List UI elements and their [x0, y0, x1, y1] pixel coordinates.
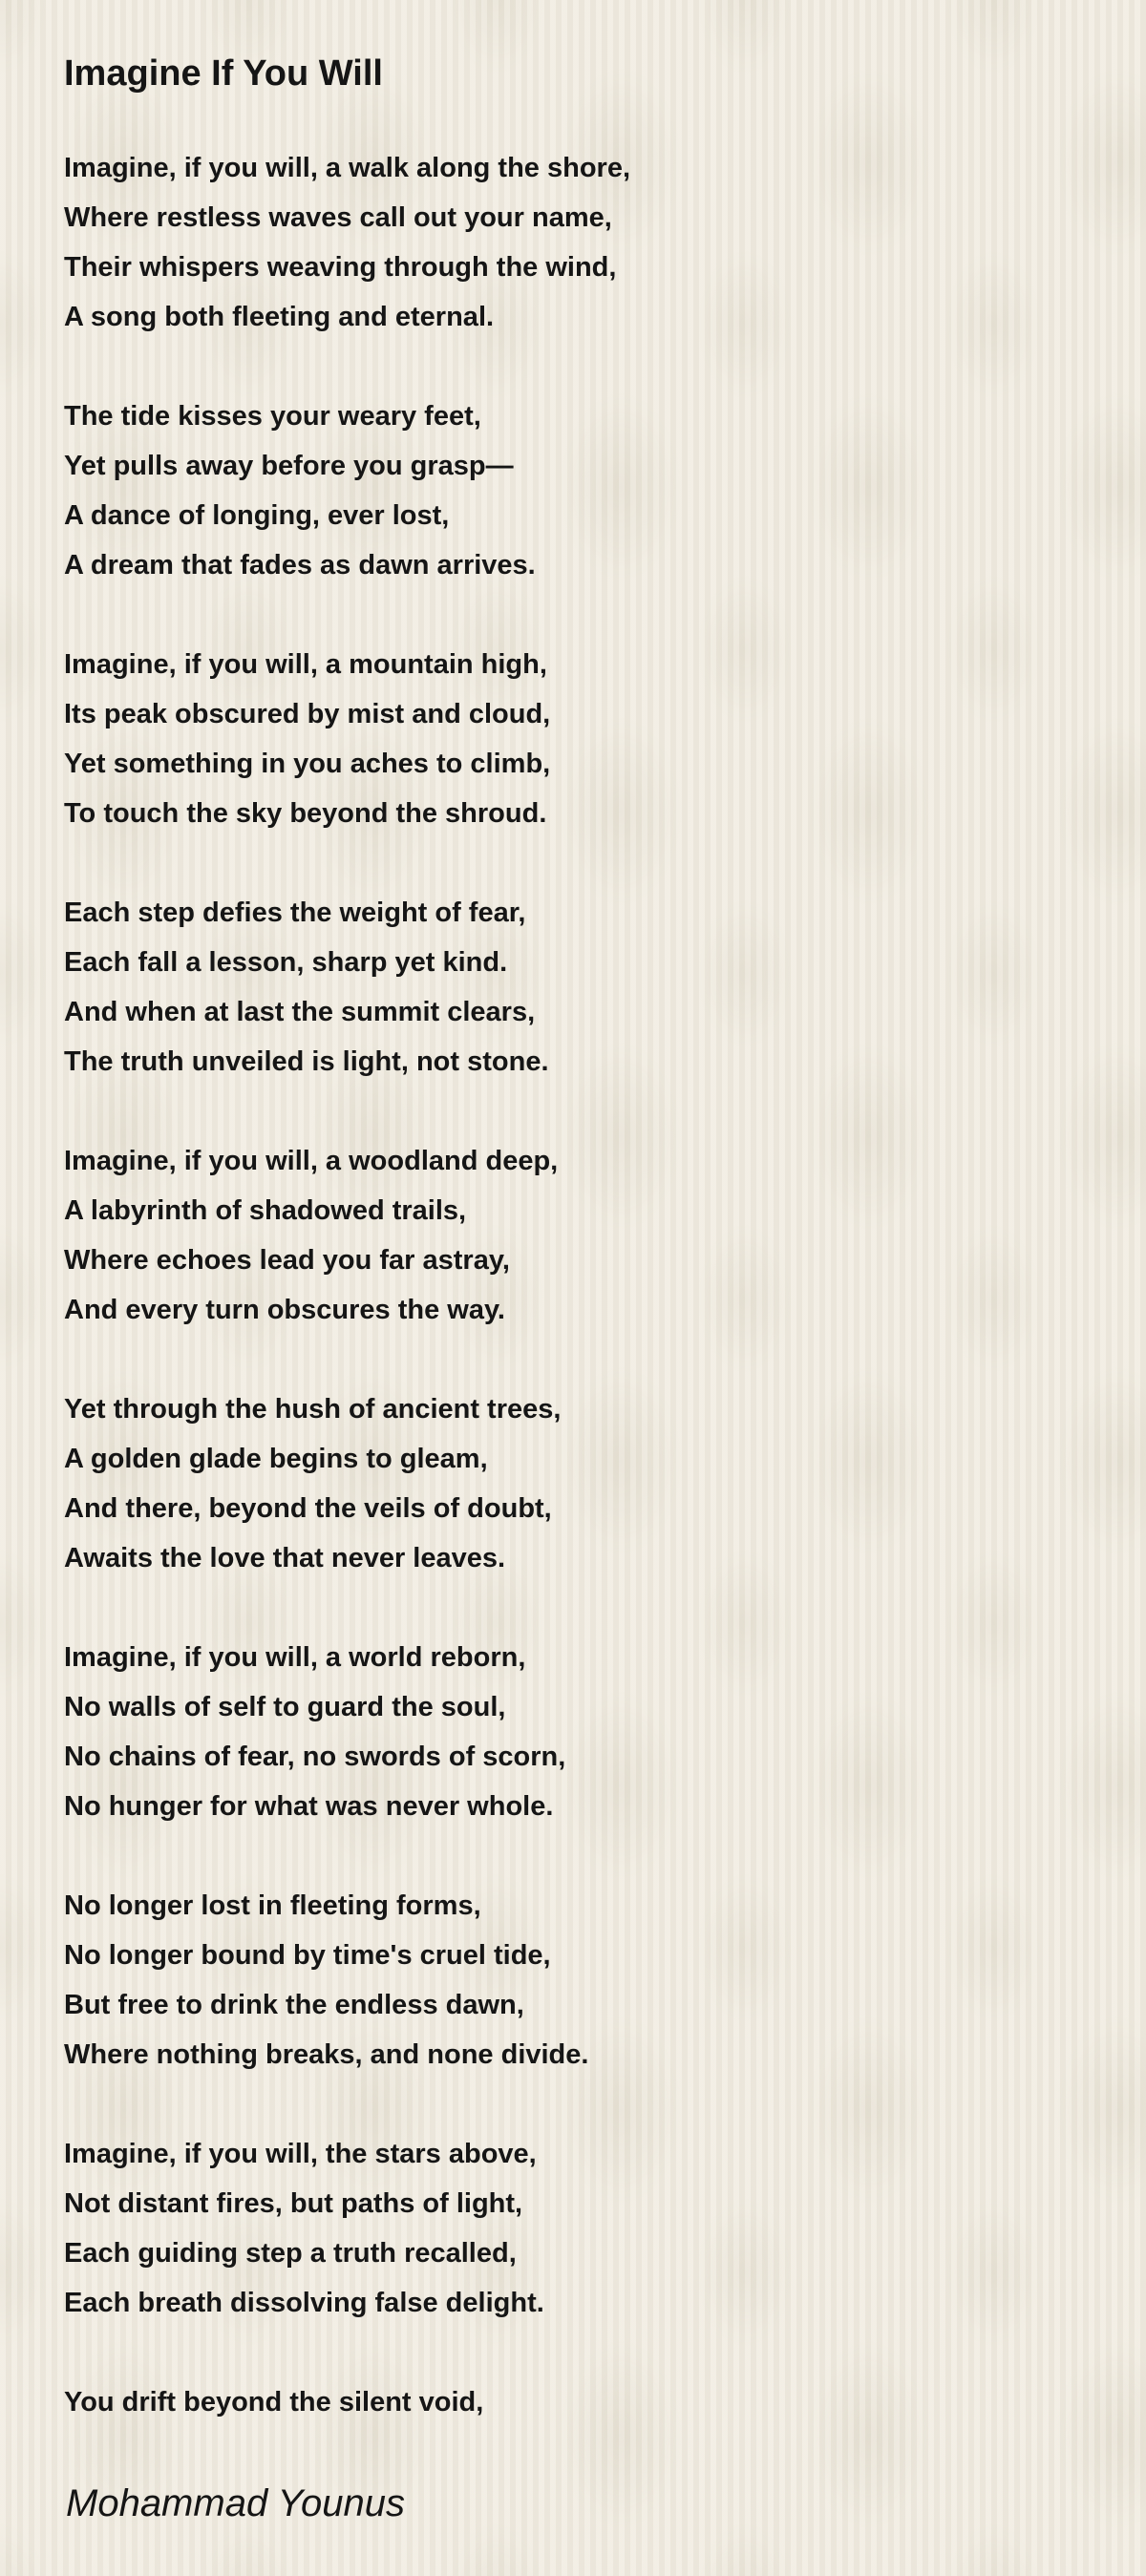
stanza-6: [64, 1384, 1076, 1583]
poem-line: Yet something in you aches to climb,: [64, 749, 551, 779]
poem-line: Their whispers weaving through the wind,: [64, 252, 617, 283]
poem-line: Where restless waves call out your name,: [64, 202, 612, 233]
poem-line: Each fall a lesson, sharp yet kind.: [64, 947, 508, 978]
poem-line: Awaits the love that never leaves.: [64, 1543, 506, 1573]
poem-line: A labyrinth of shadowed trails,: [64, 1195, 467, 1226]
stanza-7: [64, 1633, 1076, 1831]
poem-line: No longer bound by time's cruel tide,: [64, 1940, 551, 1971]
poem-line: No chains of fear, no swords of scorn,: [64, 1742, 566, 1772]
stanza-10: [64, 2377, 1076, 2427]
poem-line: And there, beyond the veils of doubt,: [64, 1493, 552, 1524]
poem-line: Its peak obscured by mist and cloud,: [64, 699, 551, 729]
poem-line: Where nothing breaks, and none divide.: [64, 2039, 589, 2070]
poem-line: Yet through the hush of ancient trees,: [64, 1394, 562, 1425]
poem-line: Imagine, if you will, the stars above,: [64, 2139, 537, 2169]
poem-title: Imagine If You Will: [64, 53, 383, 94]
stanza-3: [64, 640, 1076, 838]
poem-line: And every turn obscures the way.: [64, 1295, 505, 1325]
poem-line: Each step defies the weight of fear,: [64, 897, 526, 928]
poem-line: A song both fleeting and eternal.: [64, 302, 495, 332]
poem-line: Imagine, if you will, a mountain high,: [64, 649, 547, 680]
poem-line: No longer lost in fleeting forms,: [64, 1890, 481, 1921]
poem-line: The truth unveiled is light, not stone.: [64, 1046, 549, 1077]
poem-line: You drift beyond the silent void,: [64, 2387, 484, 2418]
poem-line: No walls of self to guard the soul,: [64, 1692, 506, 1722]
stanza-4: [64, 888, 1076, 1087]
stanza-2: [64, 391, 1076, 590]
poem-author: Mohammad Younus: [66, 2482, 406, 2524]
poem-line: A golden glade begins to gleam,: [64, 1444, 488, 1474]
poem-line: The tide kisses your weary feet,: [64, 401, 481, 432]
stanza-1: [64, 143, 1076, 342]
poem-line: No hunger for what was never whole.: [64, 1791, 554, 1822]
poem-line: Imagine, if you will, a walk along the shore,: [64, 153, 631, 183]
poem-line: Where echoes lead you far astray,: [64, 1245, 510, 1276]
poem-line: A dance of longing, ever lost,: [64, 500, 450, 531]
poem-line: Imagine, if you will, a woodland deep,: [64, 1146, 559, 1176]
poem-line: A dream that fades as dawn arrives.: [64, 550, 536, 581]
poem-line: But free to drink the endless dawn,: [64, 1990, 524, 2020]
poem-body: [64, 143, 1076, 2477]
poem-line: And when at last the summit clears,: [64, 997, 536, 1027]
poem-line: Imagine, if you will, a world reborn,: [64, 1642, 526, 1673]
stanza-5: [64, 1136, 1076, 1335]
poem-line: Each breath dissolving false delight.: [64, 2288, 544, 2318]
poem-line: Each guiding step a truth recalled,: [64, 2238, 517, 2269]
poem-line: Yet pulls away before you grasp—: [64, 451, 514, 481]
stanza-9: [64, 2129, 1076, 2328]
stanza-8: [64, 1881, 1076, 2080]
poem-line: To touch the sky beyond the shroud.: [64, 798, 547, 829]
poem-line: Not distant fires, but paths of light,: [64, 2188, 523, 2219]
